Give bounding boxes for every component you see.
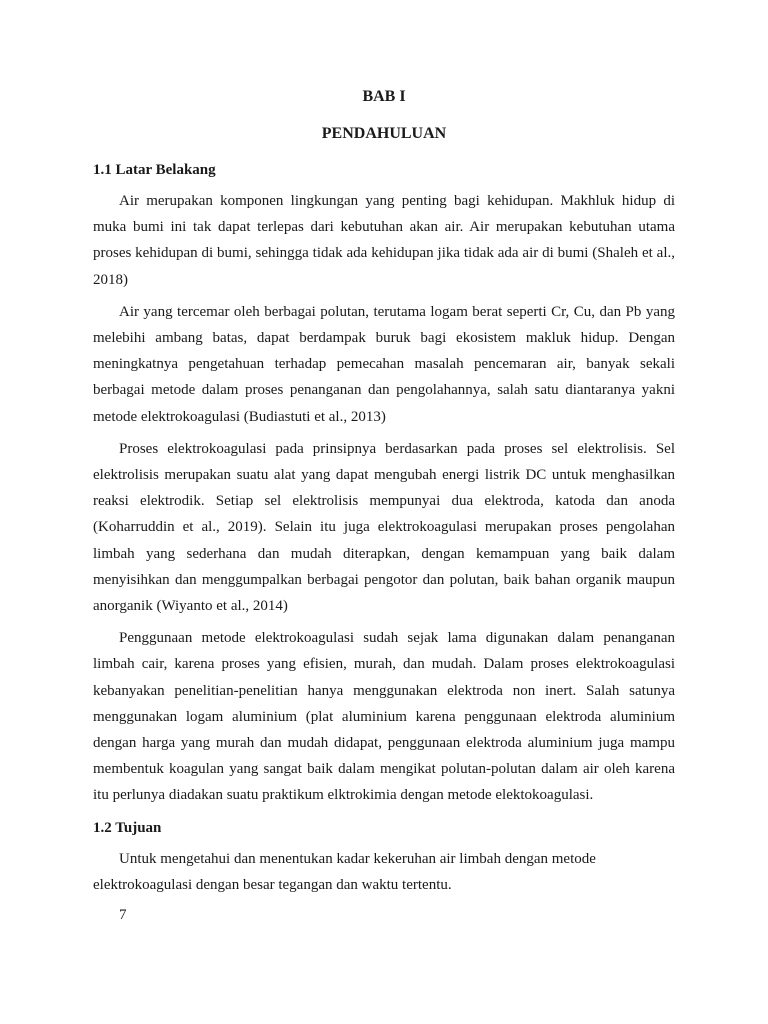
paragraph: Proses elektrokoagulasi pada prinsipnya berdasarkan pada proses sel elektrolisis. Sel elektrolisis merupakan suatu alat yang dapat mengubah energi listrik DC untuk menghasilkan reaksi elektrodik. Setiap sel elektrolisis mempunyai dua elektroda, katoda dan anoda (Koharruddin et al., 2019). Selain itu juga elektrokoagulasi merupakan proses pengolahan limbah yang sederhana dan mudah diterapkan, dengan kemampuan yang baik dalam menyisihkan dan menggumpalkan berbagai pengotor dan polutan, baik bahan organik maupun anorganik (Wiyanto et al., 2014) (93, 440, 675, 615)
paragraph: Air merupakan komponen lingkungan yang penting bagi kehidupan. Makhluk hidup di muka bumi ini tak dapat terlepas dari kebutuhan akan air. Air merupakan kebutuhan utama proses kehidupan di bumi, sehingga tidak ada kehidupan jika tidak ada air di bumi (Shaleh et al., 2018) (93, 193, 675, 288)
chapter-title: PENDAHULUAN (321, 125, 447, 142)
section-heading-latar-belakang: 1.1 Latar Belakang (93, 162, 216, 178)
chapter-number: BAB I (362, 88, 406, 105)
page-number: 7 (119, 907, 127, 924)
paragraph: Untuk mengetahui dan menentukan kadar kekeruhan air limbah dengan metode elektrokoagulasi dengan besar tegangan dan waktu tertentu. (93, 850, 596, 893)
section-heading-tujuan: 1.2 Tujuan (93, 819, 162, 836)
paragraph: Air yang tercemar oleh berbagai polutan, terutama logam berat seperti Cr, Cu, dan Pb yang melebihi ambang batas, dapat berdampak buruk bagi ekosistem makluk hidup. Dengan meningkatnya pengetahuan terhadap pemecahan masalah pencemaran air, banyak sekali berbagai metode dalam proses penanganan dan pengolahannya, salah satu diantaranya yakni metode elektrokoagulasi (Budiastuti et al., 2013) (93, 303, 675, 425)
paragraph: Penggunaan metode elektrokoagulasi sudah sejak lama digunakan dalam penanganan limbah cair, karena proses yang efisien, murah, dan mudah. Dalam proses elektrokoagulasi kebanyakan penelitian-penelitian hanya menggunakan elektroda non inert. Salah satunya menggunakan logam aluminium (plat aluminium karena penggunaan elektroda aluminium dengan harga yang murah dan mudah didapat, penggunaan elektroda aluminium juga mampu membentuk koagulan yang sangat baik dalam mengikat polutan-polutan dalam air oleh karena itu perlunya diadakan suatu praktikum elktrokimia dengan metode elektokoagulasi. (93, 630, 675, 804)
